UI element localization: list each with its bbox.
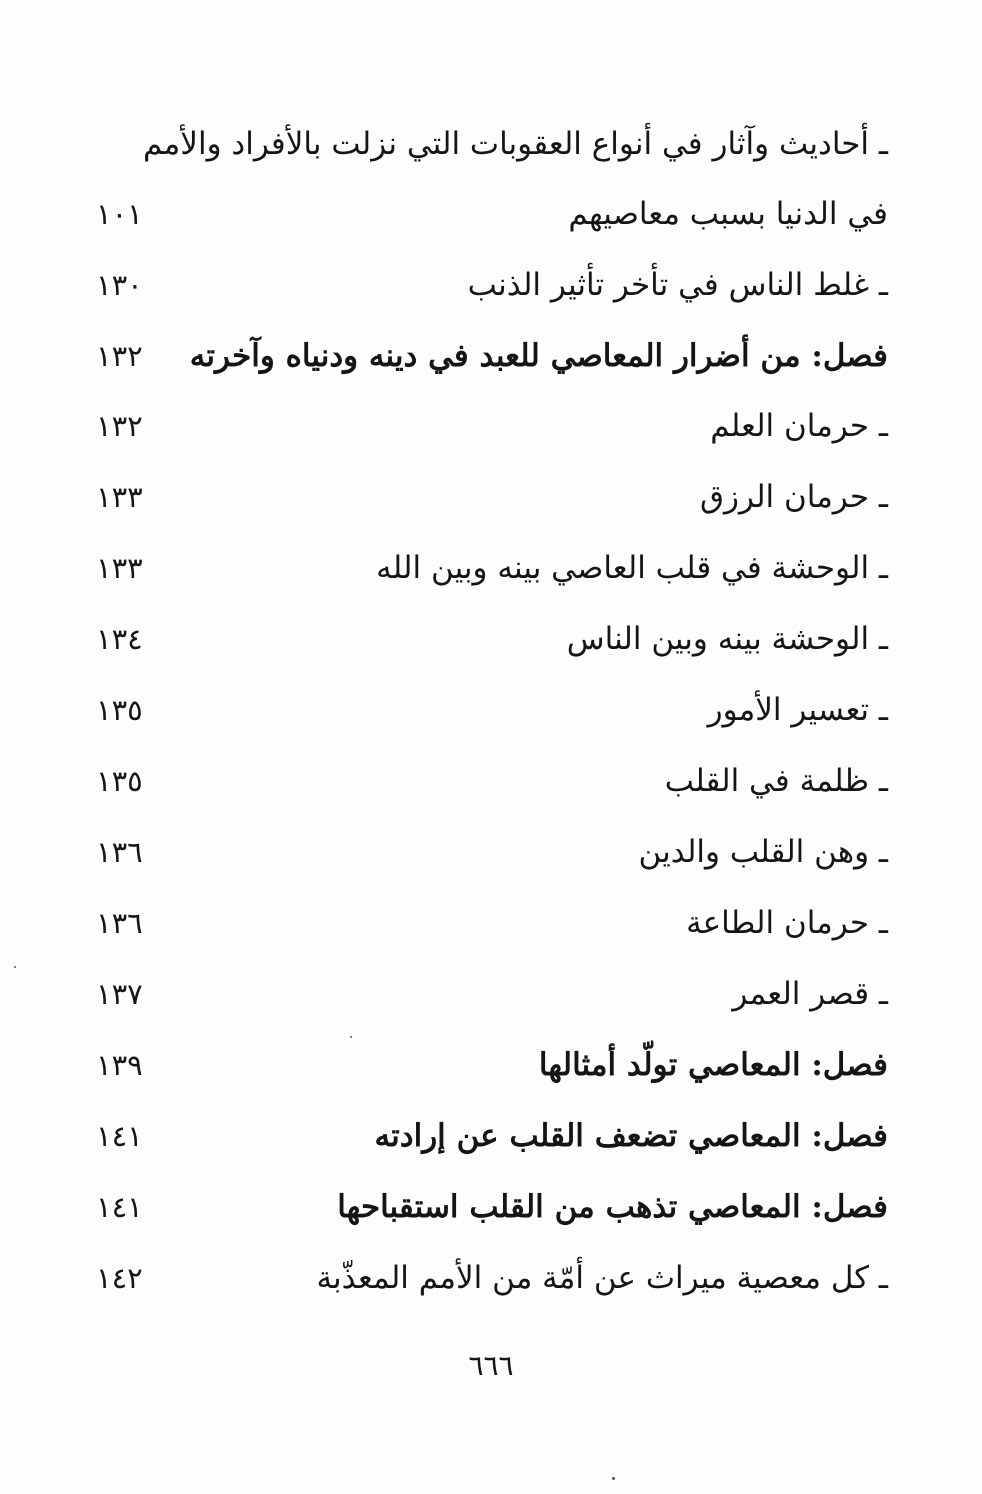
toc-entry xyxy=(708,688,888,732)
toc-entry-text: في الدنيا بسبب معاصيهم xyxy=(568,196,888,232)
toc-entry-text: ـ كل معصية ميراث عن أمّة من الأمم المعذّبة xyxy=(316,1260,888,1296)
toc-entry-text: ـ الوحشة بينه وبين الناس xyxy=(566,621,888,657)
toc-entry-text: ـ الوحشة في قلب العاصي بينه وبين الله xyxy=(376,550,888,586)
toc-page-number: ١٣٦ xyxy=(96,906,143,940)
toc-entry-text: ـ أحاديث وآثار في أنواع العقوبات التي نزلت بالأفراد والأمم xyxy=(143,126,888,162)
toc-page-number: ١٣٣ xyxy=(96,480,143,514)
toc-page-number: ١٣٥ xyxy=(96,693,143,727)
page-number: ٦٦٦ xyxy=(468,1349,514,1382)
toc-page-number: ١٣٦ xyxy=(96,835,143,869)
toc-page-number: ١٤١ xyxy=(96,1190,143,1224)
toc-entry-text: ـ غلط الناس في تأخر تأثير الذنب xyxy=(467,267,888,303)
toc-entry xyxy=(468,263,888,307)
toc-entry xyxy=(710,404,888,448)
toc-entry xyxy=(143,122,888,166)
toc-entry-text: ـ تعسير الأمور xyxy=(707,692,888,728)
toc-page-number: ١٣٣ xyxy=(96,551,143,585)
toc-entry xyxy=(568,192,888,236)
toc-entry-text: ـ حرمان الطاعة xyxy=(686,905,888,941)
toc-entry-text: فصل: من أضرار المعاصي للعبد في دينه ودنياه وآخرته xyxy=(189,338,888,374)
toc-page-number: ١٣٢ xyxy=(96,339,143,373)
toc-entry xyxy=(316,1256,888,1300)
toc-entry-text: فصل: المعاصي تضعف القلب عن إرادته xyxy=(374,1118,888,1154)
toc-entry xyxy=(638,830,888,874)
toc-section-heading xyxy=(337,1185,888,1229)
toc-entry-text: ـ حرمان الرزق xyxy=(699,479,888,515)
toc-page-number: ١٤٢ xyxy=(96,1261,143,1295)
toc-entry-text: فصل: المعاصي تذهب من القلب استقباحها xyxy=(337,1189,888,1225)
toc-entry-text: ـ ظلمة في القلب xyxy=(664,763,888,799)
scan-speck xyxy=(14,966,16,968)
toc-entry-text: ـ وهن القلب والدين xyxy=(638,834,888,870)
toc-section-heading xyxy=(539,1043,888,1087)
toc-section-heading xyxy=(190,334,888,378)
toc-entry xyxy=(376,546,888,590)
scan-speck xyxy=(612,1477,615,1480)
scan-speck xyxy=(350,1036,352,1038)
toc-page-number: ١٠١ xyxy=(96,197,143,231)
toc-entry-text: فصل: المعاصي تولّد أمثالها xyxy=(538,1047,888,1083)
toc-page-number: ١٣٤ xyxy=(96,622,143,656)
toc-section-heading xyxy=(375,1114,888,1158)
toc-entry xyxy=(665,759,888,803)
toc-entry-text: ـ قصر العمر xyxy=(732,976,888,1012)
toc-page-number: ١٣٠ xyxy=(96,268,143,302)
toc-entry-text: ـ حرمان العلم xyxy=(710,408,888,444)
toc-page-number: ١٣٥ xyxy=(96,764,143,798)
toc-page-number: ١٣٩ xyxy=(96,1048,143,1082)
toc-page-number: ١٣٧ xyxy=(96,977,143,1011)
toc-entry xyxy=(567,617,888,661)
toc-page-number: ١٣٢ xyxy=(96,409,143,443)
toc-entry xyxy=(700,475,888,519)
toc-entry xyxy=(686,901,888,945)
toc-entry xyxy=(732,972,888,1016)
toc-page-number: ١٤١ xyxy=(96,1119,143,1153)
